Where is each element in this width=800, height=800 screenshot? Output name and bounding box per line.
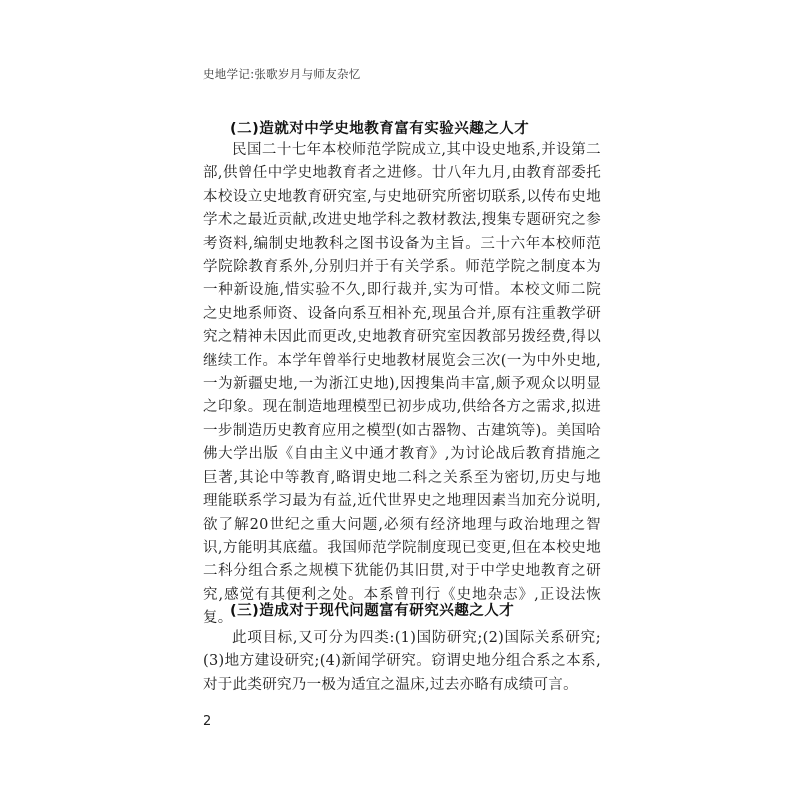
body-paragraph-2: 此项目标,又可分为四类:(1)国防研究;(2)国际关系研究;(3)地方建设研究;(4)新闻学研究。窃谓史地分组合系之本系,对于此类研究乃一极为适宜之温床,过去亦略有成绩可言。 [203, 630, 601, 693]
body-paragraph-1: 民国二十七年本校师范学院成立,其中设史地系,并设第二部,供曾任中学史地教育者之进修。廿八年九月,由教育部委托本校设立史地教育研究室,与史地研究所密切联系,以传布史地学术之最近贡献,改进史地学科之教材教法,搜集专题研究之参考资料,编制史地教科之图书设备为主旨。三十六年本校师范学院除教育系外,分别归并于有关学系。师范学院之制度本为一种新设施,惜实验不久,即行裁并,实为可惜。本校文师二院之史地系师资、设备向系互相补充,现虽合并,原有注重教学研究之精神未因此而更改,史地教育研究室因教部另拨经费,得以继续工作。本学年曾举行史地教材展览会三次(一为中外史地,一为新疆史地,一为浙江史地),因搜集尚丰富,颇予观众以明显之印象。现在制造地理模型已初步成功,供给各方之需求,拟进一步制造历史教育应用之模型(如古器物、古建筑等)。美国哈佛大学出版《自由主义中通才教育》,为讨论战后教育措施之巨著,其论中等教育,略谓史地二科之关系至为密切,历史与地理能联系学习最为有益,近代世界史之地理因素当加充分说明,欲了解20世纪之重大问题,必须有经济地理与政治地理之智识,方能明其底蕴。我国师范学院制度现已变更,但在本校史地二科分组合系之规模下犹能仍其旧贯,对于中学史地教育之研究,感觉有其便利之处。本系曾刊行《史地杂志》,正设法恢复。 [203, 142, 601, 627]
page-number: 2 [203, 714, 212, 729]
section-heading-2: (二)造就对中学史地教育富有实验兴趣之人才 [230, 121, 530, 137]
section-heading-3: (三)造成对于现代问题富有研究兴趣之人才 [230, 603, 515, 619]
running-header: 史地学记:张歌岁月与师友杂忆 [203, 67, 361, 81]
